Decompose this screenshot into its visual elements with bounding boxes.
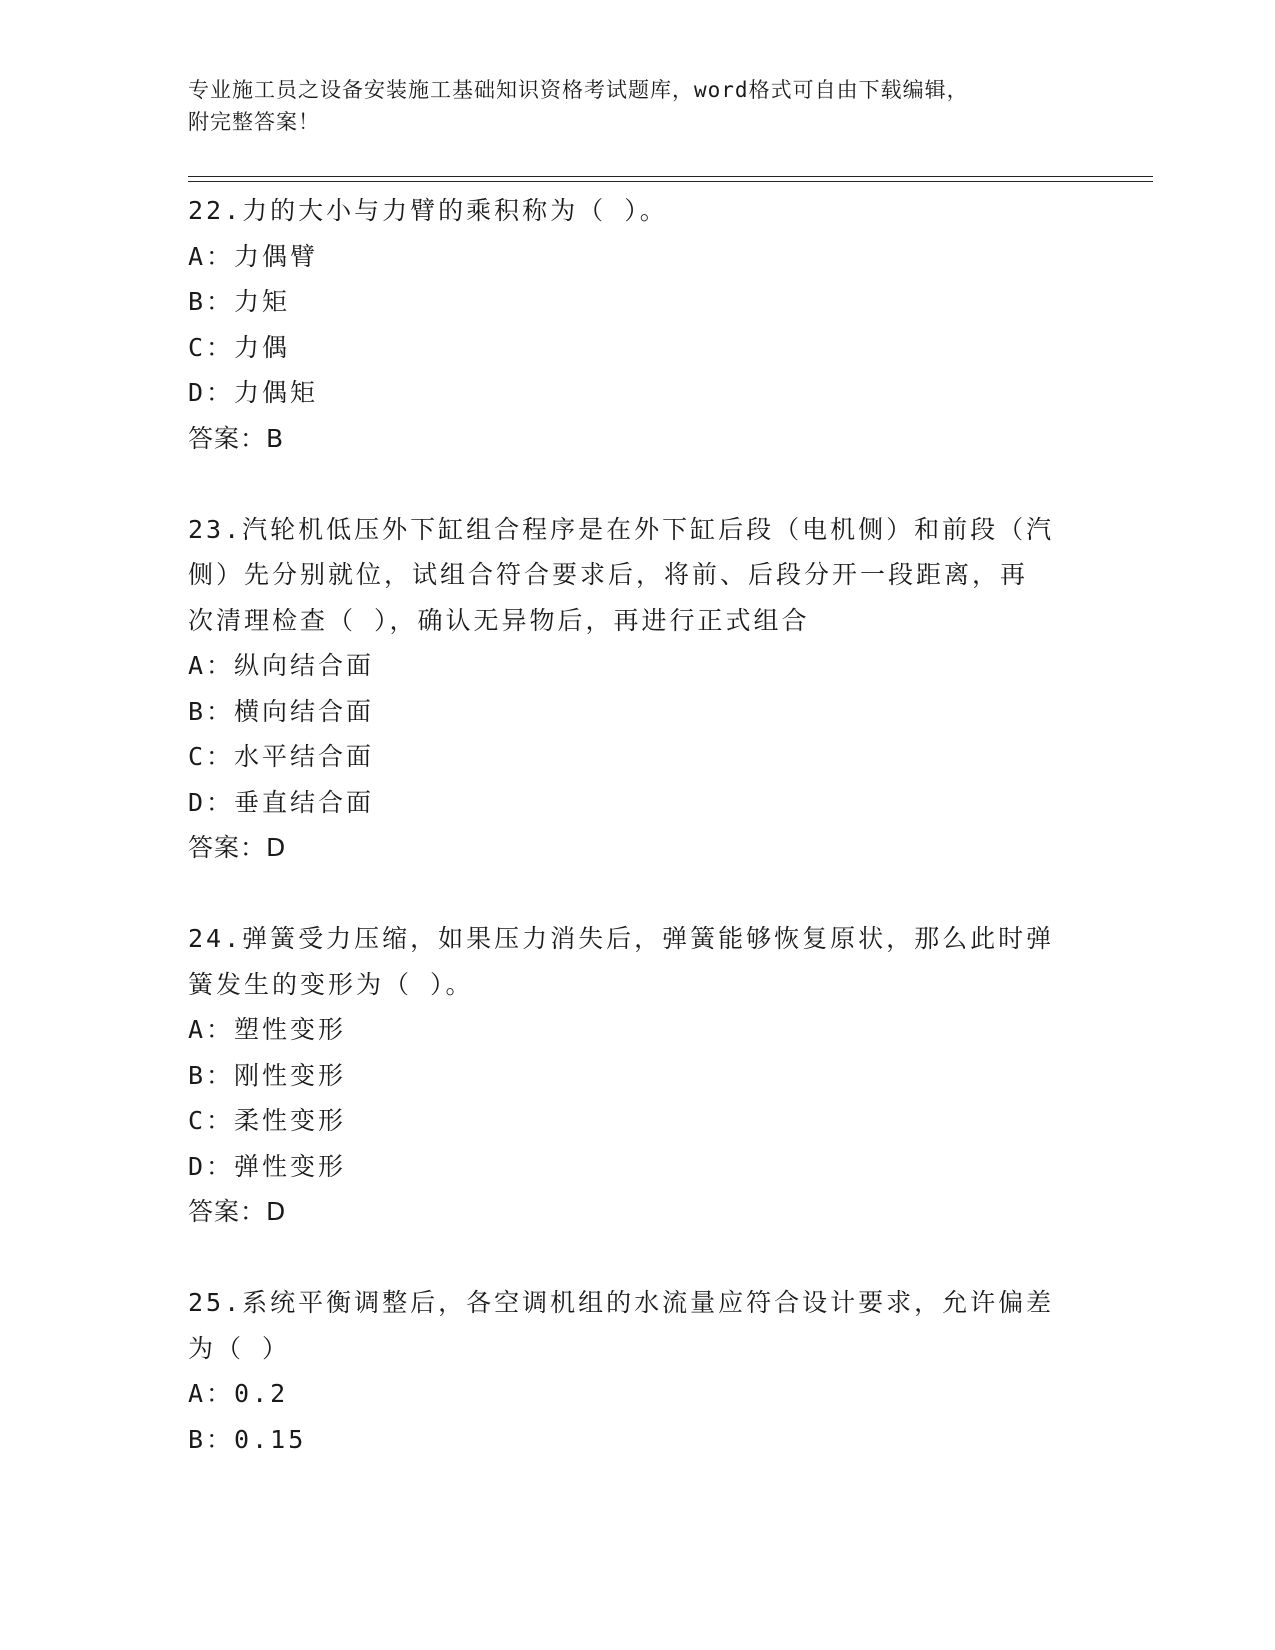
- option-a: A：力偶臂: [188, 241, 319, 271]
- answer-line: 答案：D: [188, 1197, 287, 1226]
- question-stem: 为（ ）: [188, 1333, 291, 1363]
- option-d: D：垂直结合面: [188, 787, 375, 817]
- question-stem: 次清理检查（ ），确认无异物后，再进行正式组合: [188, 605, 810, 635]
- header-line-1: 专业施工员之设备安装施工基础知识资格考试题库，word格式可自由下载编辑，: [188, 78, 969, 102]
- header-divider-top: [188, 176, 1153, 177]
- question-23: [188, 507, 1088, 871]
- question-25: [188, 1280, 1088, 1462]
- option-a: A：塑性变形: [188, 1015, 347, 1044]
- option-b: B：0.15: [188, 1424, 307, 1454]
- question-22: [188, 188, 1088, 461]
- header-line-2: 附完整答案！: [188, 110, 320, 134]
- option-c: C：柔性变形: [188, 1106, 347, 1135]
- option-b: B：力矩: [188, 287, 291, 316]
- option-d: D：弹性变形: [188, 1151, 347, 1181]
- option-d: D：力偶矩: [188, 378, 319, 407]
- document-header: [188, 74, 1068, 138]
- answer-line: 答案：D: [188, 833, 287, 862]
- question-stem: 22.力的大小与力臂的乘积称为（ ）。: [188, 196, 668, 225]
- option-c: C：力偶: [188, 332, 291, 362]
- question-stem: 24.弹簧受力压缩，如果压力消失后，弹簧能够恢复原状，那么此时弹: [188, 924, 1055, 953]
- option-a: A：纵向结合面: [188, 651, 375, 680]
- question-stem: 23.汽轮机低压外下缸组合程序是在外下缸后段（电机侧）和前段（汽: [188, 514, 1055, 544]
- option-b: B：横向结合面: [188, 696, 375, 726]
- option-c: C：水平结合面: [188, 742, 375, 771]
- answer-line: 答案：B: [188, 423, 285, 453]
- question-24: [188, 916, 1088, 1235]
- question-list: [188, 188, 1088, 1462]
- question-stem: 25.系统平衡调整后，各空调机组的水流量应符合设计要求，允许偏差: [188, 1288, 1055, 1317]
- question-stem: 侧）先分别就位，试组合符合要求后，将前、后段分开一段距离，再: [188, 560, 1029, 589]
- question-stem: 簧发生的变形为（ ）。: [188, 969, 474, 999]
- option-a: A：0.2: [188, 1379, 289, 1408]
- header-divider-bottom: [188, 181, 1153, 182]
- option-b: B：刚性变形: [188, 1060, 347, 1090]
